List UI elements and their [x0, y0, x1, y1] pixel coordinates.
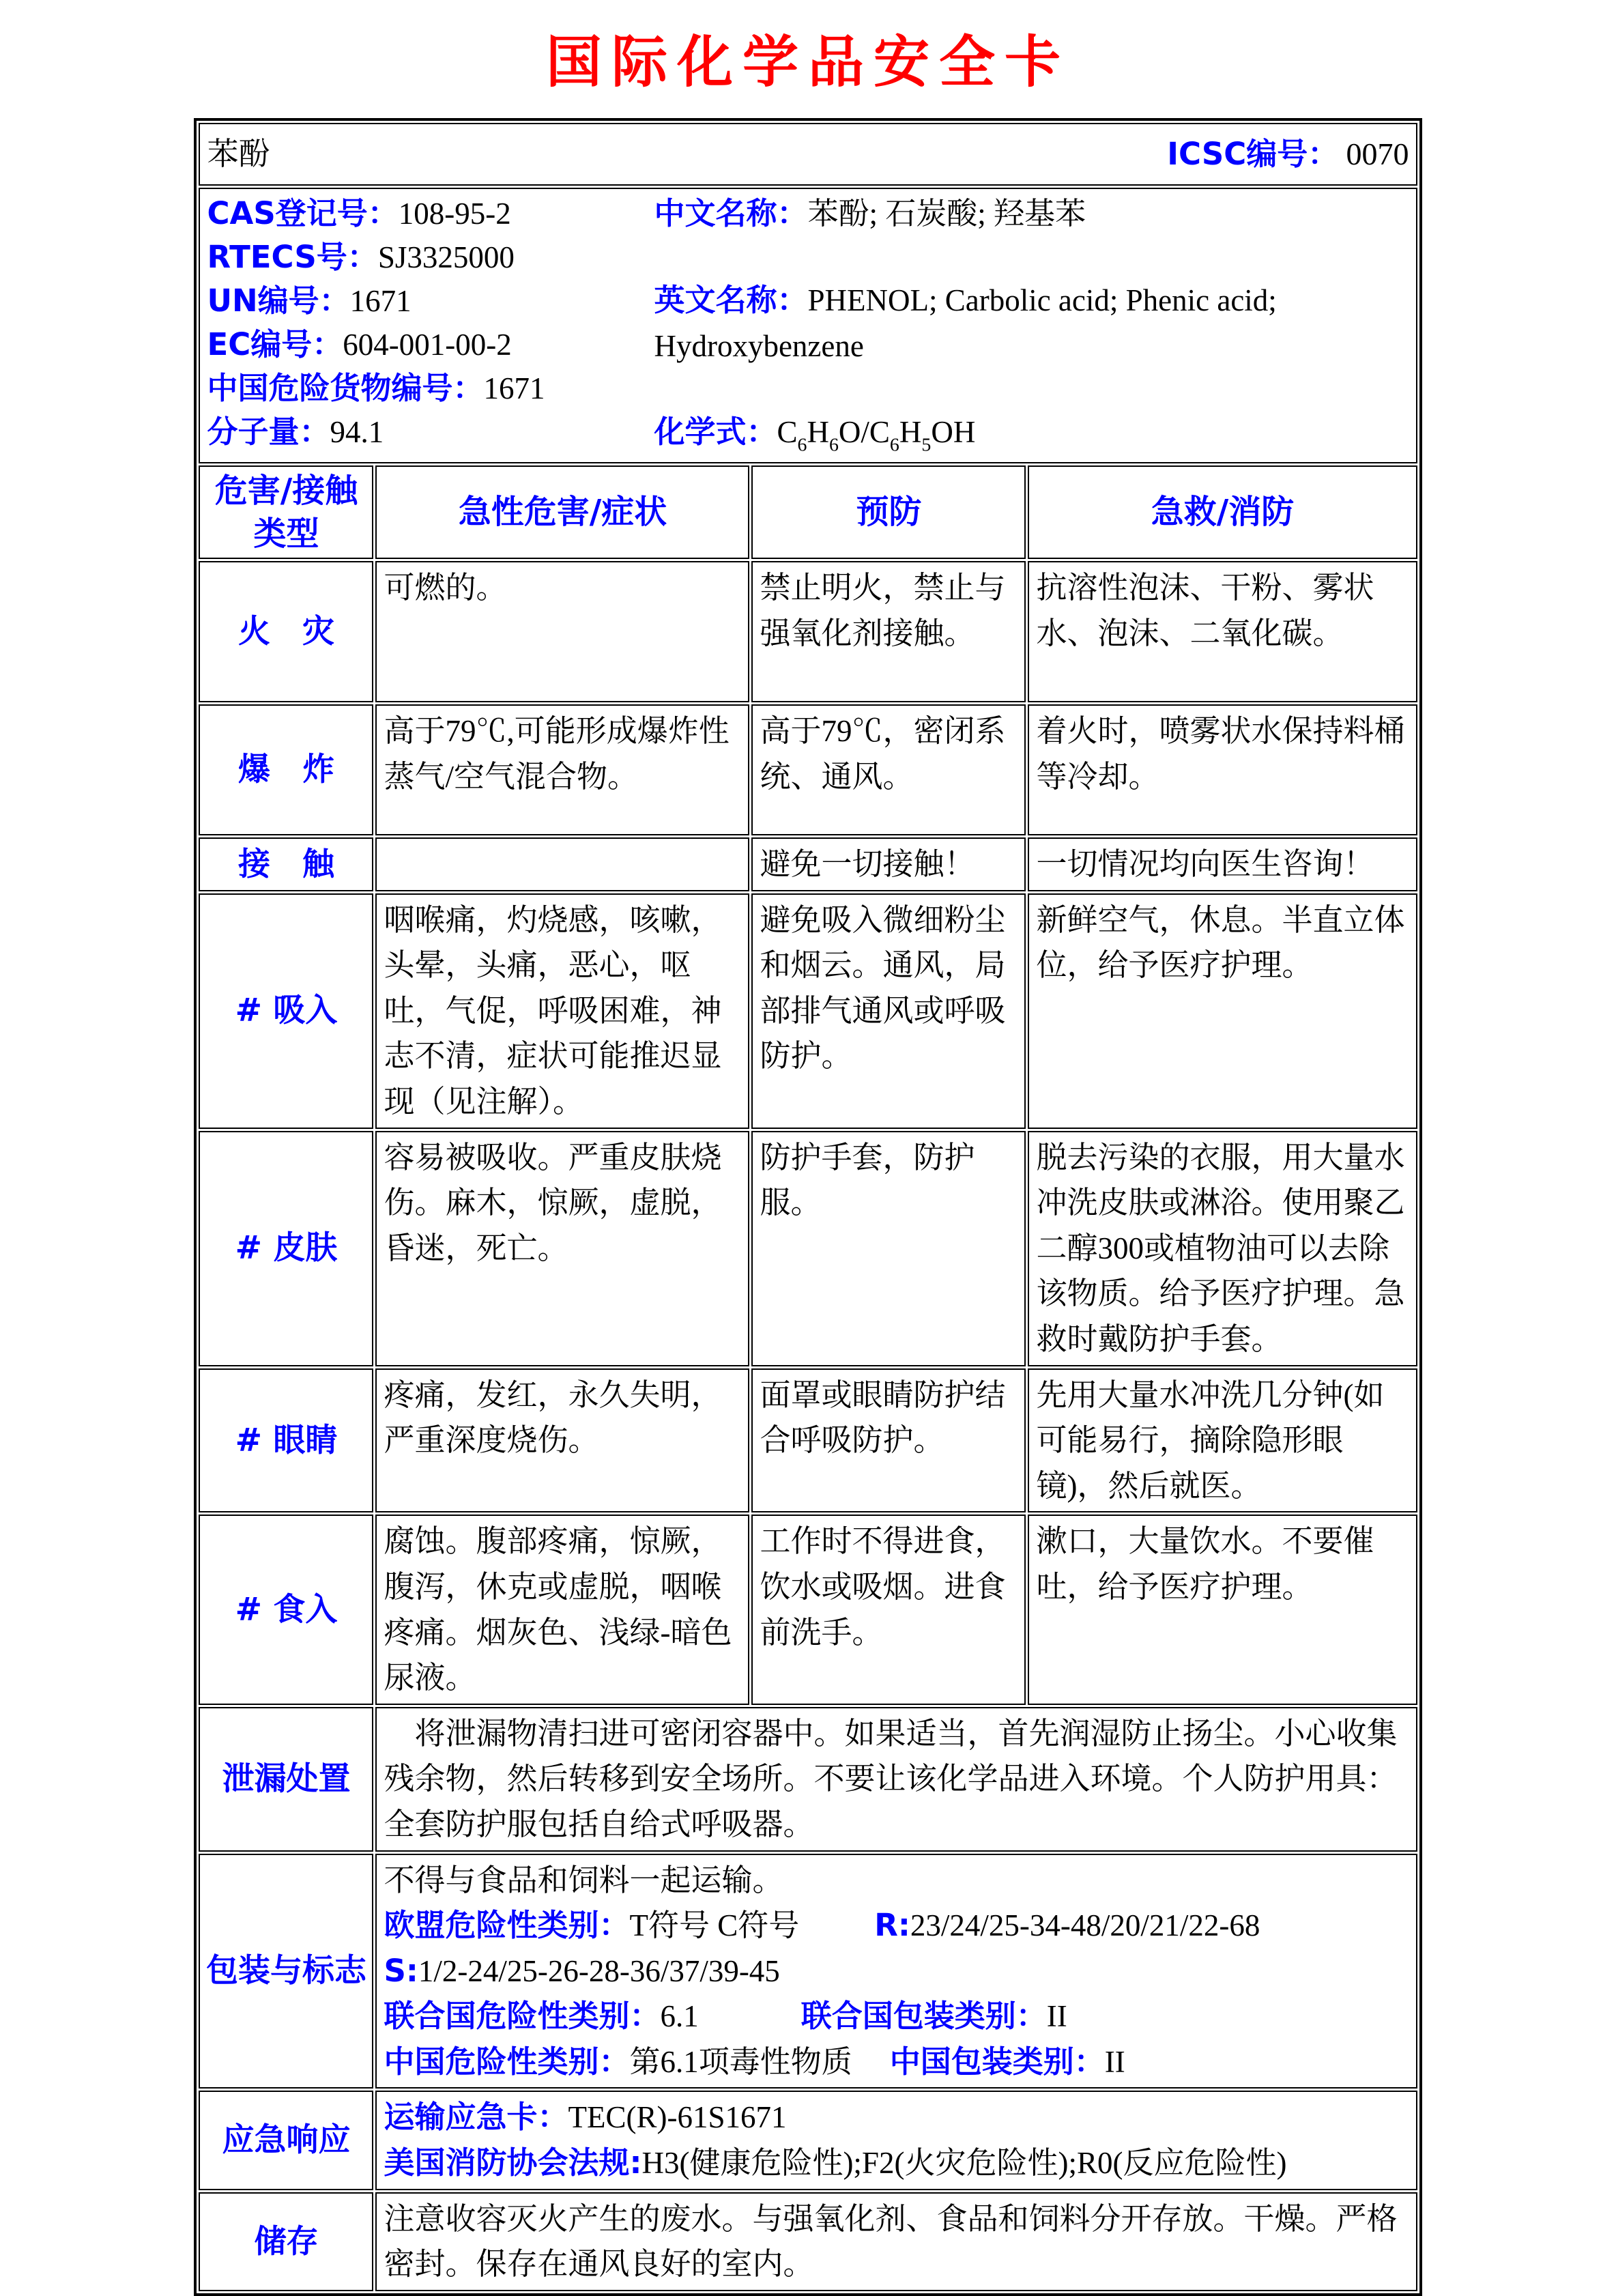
skin-prevention: 防护手套，防护服。 — [751, 1131, 1026, 1366]
un-pack-group-value: II — [1046, 1999, 1067, 2034]
fire-prevention: 禁止明火，禁止与强氧化剂接触。 — [751, 561, 1026, 702]
eyes-row-label: # 眼睛 — [199, 1368, 373, 1513]
fire-firstaid: 抗溶性泡沫、干粉、雾状水、泡沫、二氧化碳。 — [1028, 561, 1417, 702]
card-header-cell — [199, 123, 1417, 186]
r-phrases-value: 23/24/25-34-48/20/21/22-68 — [910, 1908, 1260, 1943]
china-pack-group-label: 中国包装类别： — [889, 2043, 1105, 2080]
inhalation-symptoms: 咽喉痛，灼烧感，咳嗽，头晕，头痛，恶心，呕吐，气促，呼吸困难，神志不清，症状可能推迟显现（见注解）。 — [375, 893, 749, 1129]
exposure-prevention: 避免一切接触！ — [751, 837, 1026, 891]
storage-cell — [375, 2192, 1417, 2291]
inhalation-firstaid: 新鲜空气，休息。半直立体位，给予医疗护理。 — [1028, 893, 1417, 1129]
page-title: 国际化学品安全卡 — [545, 29, 1070, 95]
spill-text: 将泄漏物清扫进可密闭容器中。如果适当，首先润湿防止扬尘。小心收集残余物，然后转移到安全场所。不要让该化学品进入环境。个人防护用具：全套防护服包括自给式呼吸器。 — [384, 1716, 1398, 1841]
tec-card-line — [384, 2095, 1409, 2140]
china-dg-number-label: 中国危险货物编号： — [207, 370, 484, 406]
nfpa-line — [384, 2140, 1409, 2186]
emergency-cell — [375, 2091, 1417, 2190]
chinese-name-line — [654, 192, 1409, 235]
english-name-label: 英文名称： — [654, 282, 808, 318]
hazard-row-ingestion — [199, 1515, 1417, 1704]
inhalation-row-label: # 吸入 — [199, 893, 373, 1129]
icsc-number-value: 0070 — [1346, 136, 1409, 171]
explosion-row-label: 爆 炸 — [199, 704, 373, 835]
storage-text: 注意收容灭火产生的废水。与强氧化剂、食品和饲料分开存放。干燥。严格密封。保存在通风良好的室内。 — [384, 2201, 1398, 2282]
cas-number-line — [207, 192, 654, 235]
emergency-row — [199, 2091, 1417, 2190]
un-hazard-class-label: 联合国危险性类别： — [384, 1998, 661, 2035]
cas-number-label: CAS登记号： — [207, 195, 399, 231]
hazard-row-inhalation — [199, 893, 1417, 1129]
un-number-line — [207, 279, 654, 323]
exposure-row-label: 接 触 — [199, 837, 373, 891]
china-dg-number-line — [207, 367, 654, 410]
un-pack-group-label: 联合国包装类别： — [800, 1998, 1047, 2035]
molecular-weight-line — [207, 410, 654, 454]
rtecs-number-line — [207, 235, 654, 279]
un-number-value: 1671 — [349, 284, 412, 318]
identifier-list — [207, 192, 654, 459]
spill-text-cell — [375, 1707, 1417, 1852]
exposure-symptoms — [375, 837, 749, 891]
storage-row — [199, 2192, 1417, 2291]
fire-symptoms: 可燃的。 — [375, 561, 749, 702]
nfpa-label: 美国消防协会法规: — [384, 2144, 642, 2181]
ingestion-row-label: # 食入 — [199, 1515, 373, 1704]
english-name-line — [654, 278, 1408, 369]
r-phrases-label: R: — [874, 1907, 910, 1944]
chemical-formula-line — [654, 410, 1409, 459]
rtecs-number-label: RTECS号： — [207, 239, 378, 275]
s-phrases-value: 1/2-24/25-26-28-36/37/39-45 — [418, 1953, 780, 1988]
ingestion-prevention: 工作时不得进食，饮水或吸烟。进食前洗手。 — [751, 1515, 1026, 1704]
ec-number-label: EC编号： — [207, 326, 343, 362]
s-phrases-label: S: — [384, 1952, 418, 1989]
icsc-number-label: ICSC编号： — [1167, 135, 1339, 172]
chinese-name-label: 中文名称： — [654, 195, 808, 231]
explosion-symptoms: 高于79℃,可能形成爆炸性蒸气/空气混合物。 — [375, 704, 749, 835]
hazard-header-row — [199, 465, 1417, 559]
storage-row-label: 储存 — [199, 2192, 373, 2291]
packaging-row — [199, 1854, 1417, 2089]
hazard-row-fire — [199, 561, 1417, 702]
un-hazard-class-value: 6.1 — [660, 1999, 699, 2034]
chemical-formula-value: $C_6H_6O/C_6H_5OH$ — [777, 415, 976, 456]
tec-card-value: TEC(R)-61S1671 — [568, 2100, 787, 2135]
acute-hazards-header: 急性危害/症状 — [375, 465, 749, 559]
exposure-firstaid: 一切情况均向医生咨询！ — [1028, 837, 1417, 891]
chinese-name-value: 苯酚; 石炭酸; 羟基苯 — [807, 197, 1086, 231]
eyes-firstaid: 先用大量水冲洗几分钟(如可能易行，摘除隐形眼镜)，然后就医。 — [1028, 1368, 1417, 1513]
chemical-formula-label: 化学式： — [654, 414, 777, 450]
spill-row — [199, 1707, 1417, 1852]
nfpa-value: H3(健康危险性);F2(火灾危险性);R0(反应危险性) — [641, 2146, 1287, 2181]
ec-number-line — [207, 323, 654, 367]
molecular-weight-value: 94.1 — [330, 415, 384, 449]
un-number-label: UN编号： — [207, 283, 350, 319]
spill-row-label: 泄漏处置 — [199, 1707, 373, 1852]
cas-number-value: 108-95-2 — [398, 197, 511, 231]
hazard-row-skin — [199, 1131, 1417, 1366]
skin-symptoms: 容易被吸收。严重皮肤烧伤。麻木，惊厥，虚脱，昏迷，死亡。 — [375, 1131, 749, 1366]
substance-name: 苯酚 — [207, 136, 270, 171]
card-header-row — [199, 123, 1417, 186]
rtecs-number-value: SJ3325000 — [377, 240, 515, 274]
china-hazard-class-value: 第6.1项毒性物质 — [629, 2044, 852, 2079]
eyes-symptoms: 疼痛，发红，永久失明，严重深度烧伤。 — [375, 1368, 749, 1513]
china-dg-number-value: 1671 — [483, 371, 545, 405]
china-class-line — [384, 2039, 1409, 2085]
china-pack-group-value: II — [1104, 2044, 1125, 2079]
eu-hazard-class-value: T符号 C符号 — [629, 1908, 800, 1943]
hazard-row-exposure — [199, 837, 1417, 891]
skin-row-label: # 皮肤 — [199, 1131, 373, 1366]
hazard-type-header: 危害/接触 类型 — [199, 465, 373, 559]
hazard-row-explosion — [199, 704, 1417, 835]
first-aid-header: 急救/消防 — [1028, 465, 1417, 559]
eu-hazard-class-line — [384, 1903, 1409, 1949]
skin-firstaid: 脱去污染的衣服，用大量水冲洗皮肤或淋浴。使用聚乙二醇300或植物油可以去除该物质。给予医疗护理。急救时戴防护手套。 — [1028, 1131, 1417, 1366]
prevention-header: 预防 — [751, 465, 1026, 559]
ingestion-firstaid: 漱口，大量饮水。不要催吐，给予医疗护理。 — [1028, 1515, 1417, 1704]
info-cell — [199, 188, 1417, 463]
packaging-cell — [375, 1854, 1417, 2089]
china-hazard-class-label: 中国危险性类别： — [384, 2043, 630, 2080]
un-class-line — [384, 1994, 1409, 2039]
ingestion-symptoms: 腐蚀。腹部疼痛，惊厥，腹泻，休克或虚脱，咽喉疼痛。烟灰色、浅绿-暗色尿液。 — [375, 1515, 749, 1704]
packaging-transport-note: 不得与食品和饲料一起运输。 — [384, 1863, 783, 1897]
tec-card-label: 运输应急卡： — [384, 2099, 568, 2136]
s-phrases-line — [384, 1949, 1409, 1994]
hazard-row-eyes — [199, 1368, 1417, 1513]
icsc-card-table — [194, 118, 1422, 2296]
info-row — [199, 188, 1417, 463]
names-block — [654, 192, 1409, 459]
fire-row-label: 火 灾 — [199, 561, 373, 702]
eu-hazard-class-label: 欧盟危险性类别： — [384, 1907, 630, 1944]
explosion-firstaid: 着火时，喷雾状水保持料桶等冷却。 — [1028, 704, 1417, 835]
molecular-weight-label: 分子量： — [207, 414, 330, 450]
ec-number-value: 604-001-00-2 — [343, 328, 512, 362]
packaging-row-label: 包装与标志 — [199, 1854, 373, 2089]
english-name-value: PHENOL; Carbolic acid; Phenic acid; Hydroxybenzene — [654, 283, 1277, 363]
eyes-prevention: 面罩或眼睛防护结合呼吸防护。 — [751, 1368, 1026, 1513]
inhalation-prevention: 避免吸入微细粉尘和烟云。通风，局部排气通风或呼吸防护。 — [751, 893, 1026, 1129]
explosion-prevention: 高于79℃，密闭系统、通风。 — [751, 704, 1026, 835]
icsc-number-group — [1167, 131, 1409, 177]
emergency-row-label: 应急响应 — [199, 2091, 373, 2190]
